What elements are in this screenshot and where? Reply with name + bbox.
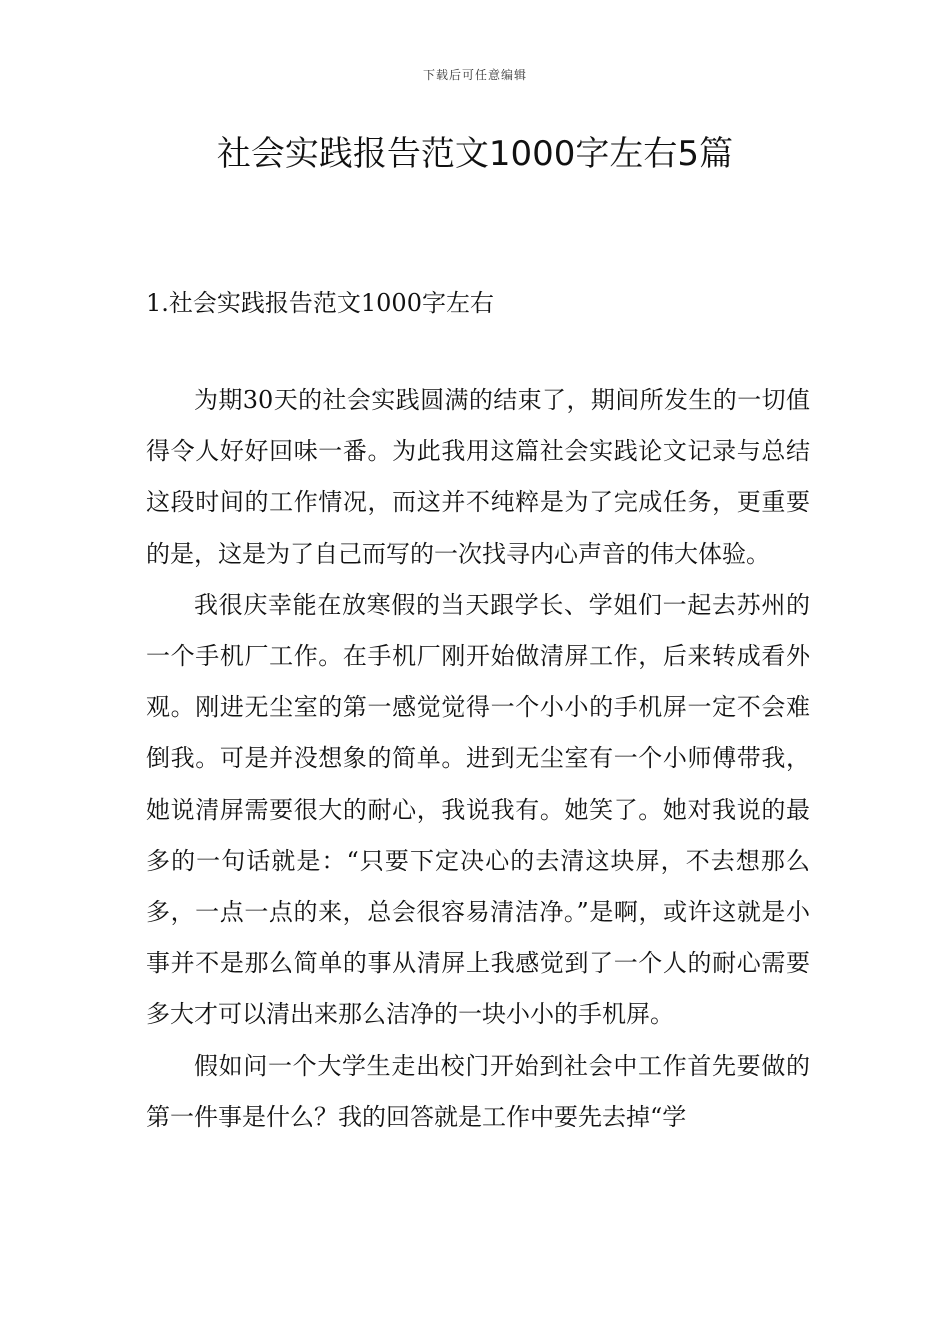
document-title: 社会实践报告范文1000字左右5篇 [216, 134, 734, 174]
header-note: 下载后可任意编辑 [422, 68, 527, 82]
paragraph-2: 我很庆幸能在放寒假的当天跟学长、学姐们一起去苏州的一个手机厂工作。在手机厂刚开始做清屏工作，后来转成看外观。刚进无尘室的第一感觉觉得一个小小的手机屏一定不会难倒我。可是并没想象的简单。进到无尘室有一个小师傅带我，她说清屏需要很大的耐心，我说我有。她笑了。她对我说的最多的一句话就是：“只要下定决心的去清这块屏，不去想那么多，一点一点的来，总会很容易清洁净。”是啊，或许这就是小事并不是那么简单的事从清屏上我感觉到了一个人的耐心需要多大才可以清出来那么洁净的一块小小的手机屏。 [146, 590, 810, 1029]
section-heading: 1.社会实践报告范文1000字左右 [146, 289, 494, 317]
paragraph-3: 假如问一个大学生走出校门开始到社会中工作首先要做的第一件事是什么？我的回答就是工作中要先去掉“学 [146, 1051, 810, 1131]
paragraph-1: 为期30天的社会实践圆满的结束了，期间所发生的一切值得令人好好回味一番。为此我用这篇社会实践论文记录与总结这段时间的工作情况，而这并不纯粹是为了完成任务，更重要的是，这是为了自己而写的一次找寻内心声音的伟大体验。 [146, 386, 810, 568]
body-text [146, 375, 810, 1143]
